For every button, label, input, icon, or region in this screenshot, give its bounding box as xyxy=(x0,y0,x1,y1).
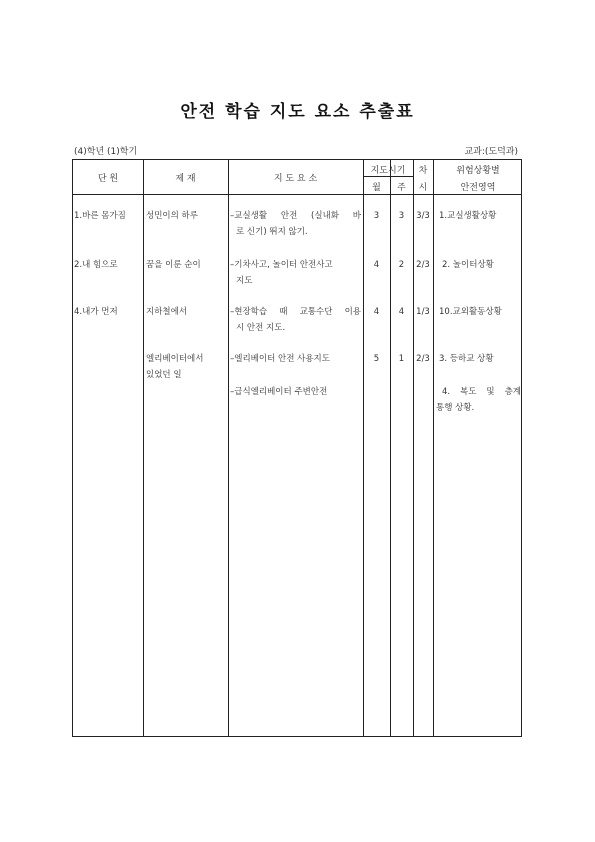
row4-session: 2/3 xyxy=(416,354,430,364)
extraction-table xyxy=(72,159,522,737)
subject-label: 교과:(도덕과) xyxy=(464,147,518,157)
row3-month: 4 xyxy=(373,307,380,317)
column-divider xyxy=(390,160,391,736)
row4-week: 1 xyxy=(398,354,405,364)
row4-element-line: –엘리베이터 안전 사용지도 xyxy=(230,354,330,364)
row3-element-line: 시 안전 지도. xyxy=(236,323,286,333)
header-session-bottom: 시 xyxy=(418,183,428,193)
row2-session: 2/3 xyxy=(416,260,430,270)
row1-session: 3/3 xyxy=(416,211,430,221)
column-divider xyxy=(433,160,434,736)
row4-area: 4. 복도 및 층계 xyxy=(442,387,521,397)
row4-area: 통행 상황. xyxy=(436,403,475,413)
row1-element-line: –교실생활 안전 (실내화 바 xyxy=(230,211,361,221)
header-session-top: 차 xyxy=(418,166,428,176)
row1-week: 3 xyxy=(398,211,405,221)
header-divider xyxy=(73,194,521,195)
row2-element-line: –기차사고, 놀이터 안전사고 xyxy=(230,260,333,270)
row4-area: 3. 등하교 상황 xyxy=(439,354,494,364)
row4-material-line: 있었던 일 xyxy=(146,370,182,380)
column-divider xyxy=(228,160,229,736)
header-area-top: 위험상황별 xyxy=(456,166,500,176)
header-elements: 지 도 요 소 xyxy=(273,174,318,184)
header-month: 월 xyxy=(372,183,381,193)
header-area-bottom: 안전영역 xyxy=(460,183,496,193)
period-subdivider xyxy=(363,176,413,177)
header-week: 주 xyxy=(397,183,406,193)
header-period: 지도시기 xyxy=(370,166,406,176)
row3-unit: 4.내가 먼저 xyxy=(74,307,118,317)
row1-month: 3 xyxy=(373,211,380,221)
row1-element-line: 로 신기) 뛰지 않기. xyxy=(236,227,308,237)
page-title: 안전 학습 지도 요소 추출표 xyxy=(180,102,415,122)
row2-unit: 2.내 힘으로 xyxy=(74,260,118,270)
header-material: 제 재 xyxy=(175,174,196,184)
row1-unit: 1.바른 몸가짐 xyxy=(74,211,126,221)
row2-week: 2 xyxy=(398,260,405,270)
header-unit: 단 원 xyxy=(97,174,119,184)
row3-element-line: –현장학습 때 교통수단 이용 xyxy=(230,307,361,317)
grade-semester-label: (4)학년 (1)학기 xyxy=(74,147,138,157)
row1-material: 성민이의 하루 xyxy=(146,211,198,221)
row2-area: 2. 놀이터상황 xyxy=(442,260,494,270)
row2-element-line: 지도 xyxy=(236,276,253,286)
row3-material: 지하철에서 xyxy=(146,307,188,317)
row1-area: 1.교실생활상황 xyxy=(439,211,497,221)
row3-area: 10.교외활동상황 xyxy=(439,307,502,317)
row3-week: 4 xyxy=(398,307,405,317)
row2-month: 4 xyxy=(373,260,380,270)
row4-material-line: 엘리베이터에서 xyxy=(146,354,204,364)
row3-session: 1/3 xyxy=(416,307,430,317)
column-divider xyxy=(363,160,364,736)
row4-month: 5 xyxy=(373,354,380,364)
row2-material: 꿈을 이룬 순이 xyxy=(146,260,201,270)
column-divider xyxy=(143,160,144,736)
row4-element-line: –급식엘리베이터 주변안전 xyxy=(230,387,328,397)
column-divider xyxy=(413,160,414,736)
